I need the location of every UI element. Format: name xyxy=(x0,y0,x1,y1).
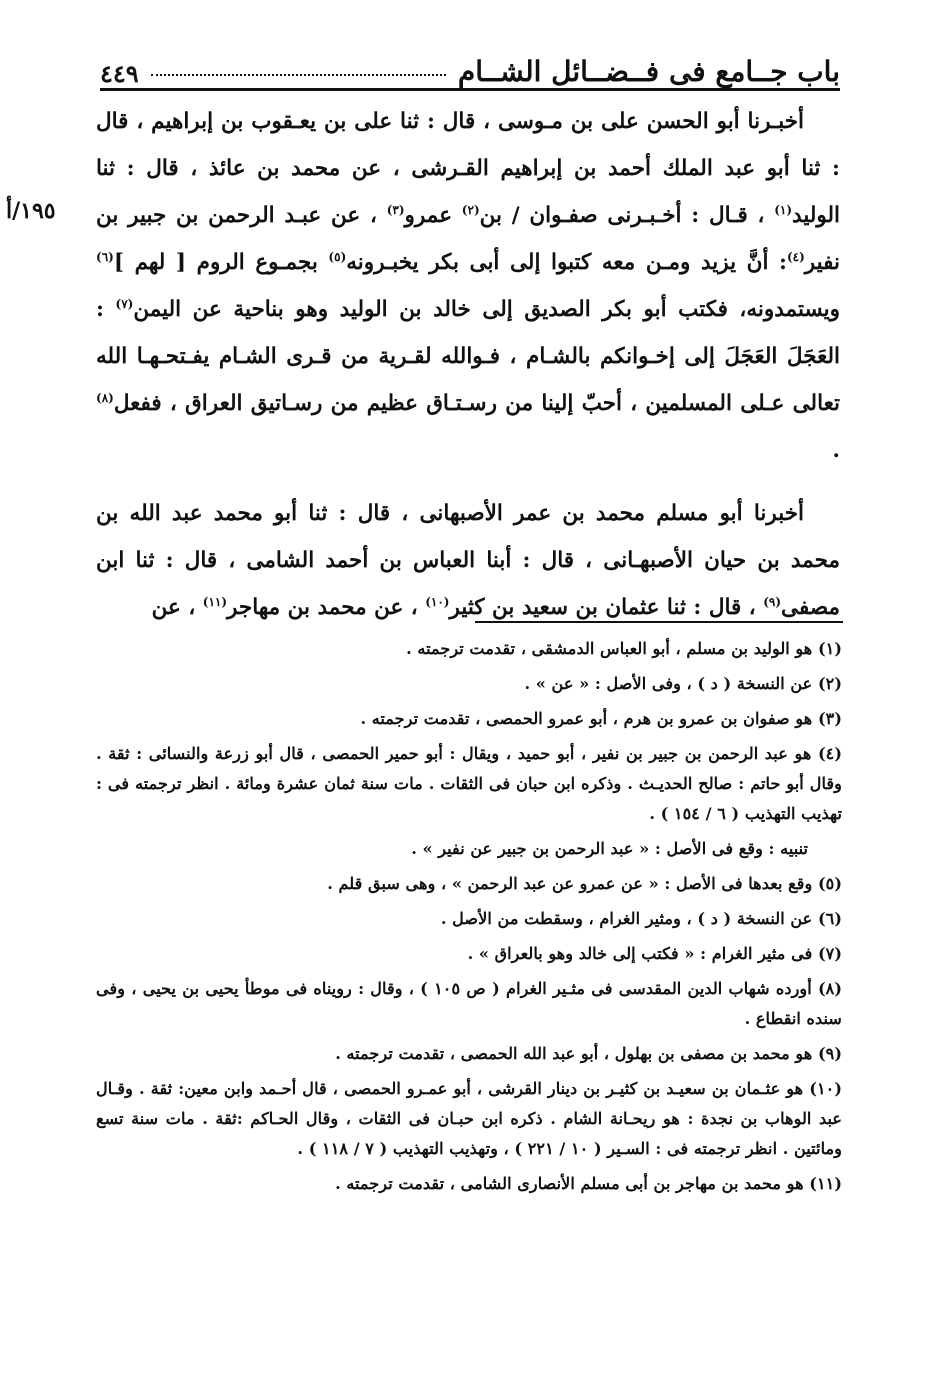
footnote-ref: (٥) xyxy=(328,249,347,264)
footnote-ref: (٩) xyxy=(763,594,782,609)
footnote-10: (١٠) هو عثـمان بن سعيـد بن كثيـر بن دينار القرشى ، أبو عمـرو الحمصى ، قال أحـمد وابن معين: ثقة . وقـال عبد الوهاب بن نجدة : هو ريحـانة الشام . ذكره ابن حبـان فى الثقات ، وقال الحـاكم :ثقة . مات سنة تسع ومائتين . انظر ترجمته فى : السـير ( ١٠ / ٢٢١ ) ، وتهذيب التهذيب ( ٧ / ١١٨ ) . xyxy=(96,1079,842,1158)
page-header xyxy=(100,40,840,91)
manuscript-folio-marker: ١٩٥/أ xyxy=(6,198,56,224)
footnote-ref: (١١) xyxy=(202,594,228,609)
footnote-ref: (٢) xyxy=(461,202,480,217)
footnote-5: (٥) وقع بعدها فى الأصل : « عن عمرو عن عبد الرحمن » ، وهى سبق قلم . xyxy=(327,874,842,893)
footnote-separator xyxy=(475,621,843,623)
footnote-8: (٨) أورده شهاب الدين المقدسى فى مثـير الغرام ( ص ١٠٥ ) ، وقال : رويناه فى موطأ يحيى بن يحيى ، وفى سنده انقطاع . xyxy=(96,979,842,1028)
footnote-ref: (١) xyxy=(774,202,793,217)
page-number: ٤٤٩ xyxy=(100,59,139,88)
footnote-6: (٦) عن النسخة ( د ) ، ومثير الغرام ، وسقطت من الأصل . xyxy=(440,909,842,928)
footnote-3: (٣) هو صفوان بن عمرو بن هرم ، أبو عمرو الحمصى ، تقدمت ترجمته . xyxy=(360,709,842,728)
hadith-paragraph-1: أخبـرنا أبو الحسن على بن مـوسى ، قال : ثنا على بن يعـقوب بن إبراهيم ، قال : ثنا أبو عبد الملك أحمد بن إبراهيم القـرشى ، عن محمد بن عائذ ، قال : ثنا الوليد$^{(١)}$ ، قـال : أخـبـرنى صفـوان / بن$^{(٢)}$ عمرو$^{(٣)}$ ، عن عبـد الرحمن بن جبير بن نفير$^{(٤)}$: أنَّ يزيد ومـن معه كتبوا إلى أبى بكر يخبـرونه$^{(٥)}$ بجمـوع الروم [ لهم ]$^{(٦)}$ ويستمدونه، فكتب أبو بكر الصديق إلى خالد بن الوليد وهو بناحية عن اليمن$^{(٧)}$ : العَجَلَ العَجَلَ إلى إخـوانكم بالشـام ، فـوالله لقـرية من قـرى الشـام يفـتحـهـا الله تعالى عـلى المسلمين ، أحبّ إلينا من رسـتـاق عظيم من رسـاتيق العراق ، ففعل$^{(٨)}$ . xyxy=(96,109,841,463)
footnote-ref: (٤) xyxy=(786,249,805,264)
hadith-paragraph-2: أخبرنا أبو مسلم محمد بن عمر الأصبهانى ، قال : ثنا أبو محمد عبد الله بن محمد بن حيان الأصبهـانى ، قال : أبنا العباس بن أحمد الشامى ، قال : ثنا ابن مصفى$^{(٩)}$ ، قال : ثنا عثمان بن سعيد بن كثير$^{(١٠)}$ ، عن محمد بن مهاجر$^{(١١)}$ ، عن xyxy=(96,501,840,620)
header-dotted-leader xyxy=(151,74,446,76)
footnote-1: (١) هو الوليد بن مسلم ، أبو العباس الدمشقى ، تقدمت ترجمته . xyxy=(406,639,842,658)
footnote-4: (٤) هو عبد الرحمن بن جبير بن نفير ، أبو حميد ، ويقال : أبو حمير الحمصى ، قال أبو زرعة والنسائى : ثقة . وقال أبو حاتم : صالح الحديـث . وذكره ابن حبان فى الثقات . مات سنة ثمان عشرة ومائة . انظر ترجمته فى : تهذيب التهذيب ( ٦ / ١٥٤ ) . xyxy=(96,744,842,823)
footnotes xyxy=(96,634,842,1204)
footnote-ref: (١٠) xyxy=(425,594,450,609)
footnote-4-note: تنبيه : وقع فى الأصل : « عبد الرحمن بن جبير عن نفير » . xyxy=(411,839,808,858)
footnote-9: (٩) هو محمد بن مصفى بن بهلول ، أبو عبد الله الحمصى ، تقدمت ترجمته . xyxy=(335,1044,842,1063)
footnote-7: (٧) فى مثير الغرام : « فكتب إلى خالد وهو بالعراق » . xyxy=(467,944,842,963)
footnote-ref: (٦) xyxy=(96,249,114,264)
footnote-11: (١١) هو محمد بن مهاجر بن أبى مسلم الأنصارى الشامى ، تقدمت ترجمته . xyxy=(335,1174,842,1193)
footnote-ref: (٣) xyxy=(386,202,405,217)
footnote-ref: (٧) xyxy=(115,296,134,311)
footnote-ref: (٨) xyxy=(96,390,114,405)
footnote-2: (٢) عن النسخة ( د ) ، وفى الأصل : « عن » . xyxy=(524,674,842,693)
main-text xyxy=(96,98,840,631)
chapter-title: باب جــامع فى فــضــائل الشــام xyxy=(457,55,840,88)
